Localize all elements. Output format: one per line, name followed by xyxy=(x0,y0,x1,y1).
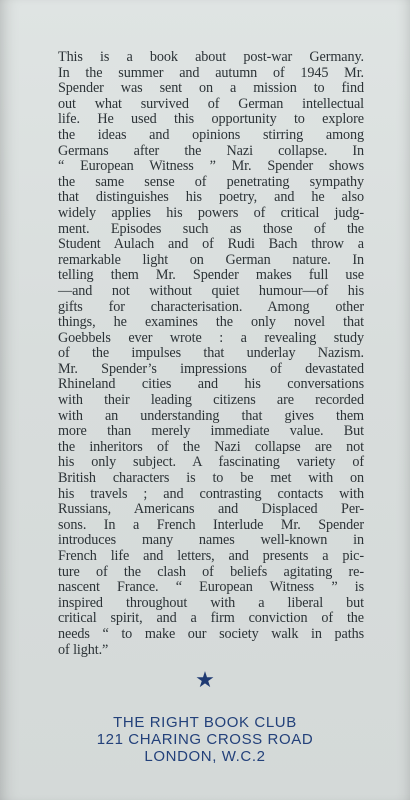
blurb-line: his only subject. A fascinating variety of xyxy=(58,454,364,471)
blurb-line: widely applies his powers of critical judg- xyxy=(58,204,364,221)
blurb-line: out what survived of German intellectual xyxy=(58,95,364,112)
publisher-name: THE RIGHT BOOK CLUB xyxy=(113,714,297,731)
blurb-line: things, he examines the only novel that xyxy=(58,314,364,331)
publisher-address: 121 CHARING CROSS ROAD xyxy=(96,731,314,748)
publisher-imprint xyxy=(0,714,410,765)
blurb-line: Spender was sent on a mission to find xyxy=(58,80,364,97)
blurb-line: remarkable light on German nature. In xyxy=(58,251,364,268)
blurb-line: ture of the clash of beliefs agitating re- xyxy=(58,563,364,580)
blurb-line: life. He used this opportunity to explore xyxy=(58,111,364,128)
blurb-line: ment. Episodes such as those of the xyxy=(58,220,364,237)
blurb-line: more than merely immediate value. But xyxy=(58,423,364,440)
blurb-line: Mr. Spender’s impressions of devastated xyxy=(58,360,364,377)
blurb-line: “ European Witness ” Mr. Spender shows xyxy=(58,158,364,175)
blurb-line: Goebbels ever wrote : a revealing study xyxy=(58,329,364,346)
publisher-city: LONDON, W.C.2 xyxy=(144,748,266,765)
blurb-line: Rhineland cities and his conversations xyxy=(58,376,364,393)
blurb-line: critical spirit, and a firm conviction of the xyxy=(58,610,364,627)
blurb-line: French life and letters, and presents a pic- xyxy=(58,548,364,564)
blurb-line: nascent France. “ European Witness ” is xyxy=(58,579,364,596)
blurb-line: that distinguishes his poetry, and he also xyxy=(58,189,364,206)
blurb-line: In the summer and autumn of 1945 Mr. xyxy=(58,64,364,81)
blurb-line: the inheritors of the Nazi collapse are not xyxy=(58,438,364,455)
blurb-line: Student Aulach and of Rudi Bach throw a xyxy=(58,236,364,253)
blurb-line: with their leading citizens are recorded xyxy=(58,392,364,409)
blurb-line: telling them Mr. Spender makes full use xyxy=(58,267,364,284)
blurb-line: his travels ; and contrasting contacts with xyxy=(58,485,364,502)
blurb-line: the ideas and opinions stirring among xyxy=(58,126,364,143)
blurb-line: the same sense of penetrating sympathy xyxy=(58,173,364,190)
blurb-line: gifts for characterisation. Among other xyxy=(58,298,364,315)
blurb-text xyxy=(58,50,364,658)
blurb-line: needs “ to make our society walk in paths xyxy=(58,625,364,642)
blurb-line: This is a book about post-war Germany. xyxy=(58,49,364,65)
blurb-line: inspired throughout with a liberal but xyxy=(58,594,364,611)
blurb-line: Russians, Americans and Displaced Per- xyxy=(58,501,364,518)
blurb-line: Germans after the Nazi collapse. In xyxy=(58,142,364,159)
blurb-line: sons. In a French Interlude Mr. Spender xyxy=(58,516,364,533)
blurb-line: —and not without quiet humour—of his xyxy=(58,282,364,299)
star-icon: ★ xyxy=(195,668,215,693)
blurb-line: of the impulses that underlay Nazism. xyxy=(58,345,364,362)
blurb-line: of light.” xyxy=(58,641,109,658)
blurb-line: British characters is to be met with on xyxy=(58,470,364,487)
blurb-line: with an understanding that gives them xyxy=(58,407,364,424)
blurb-line: introduces many names well-known in xyxy=(58,532,364,549)
